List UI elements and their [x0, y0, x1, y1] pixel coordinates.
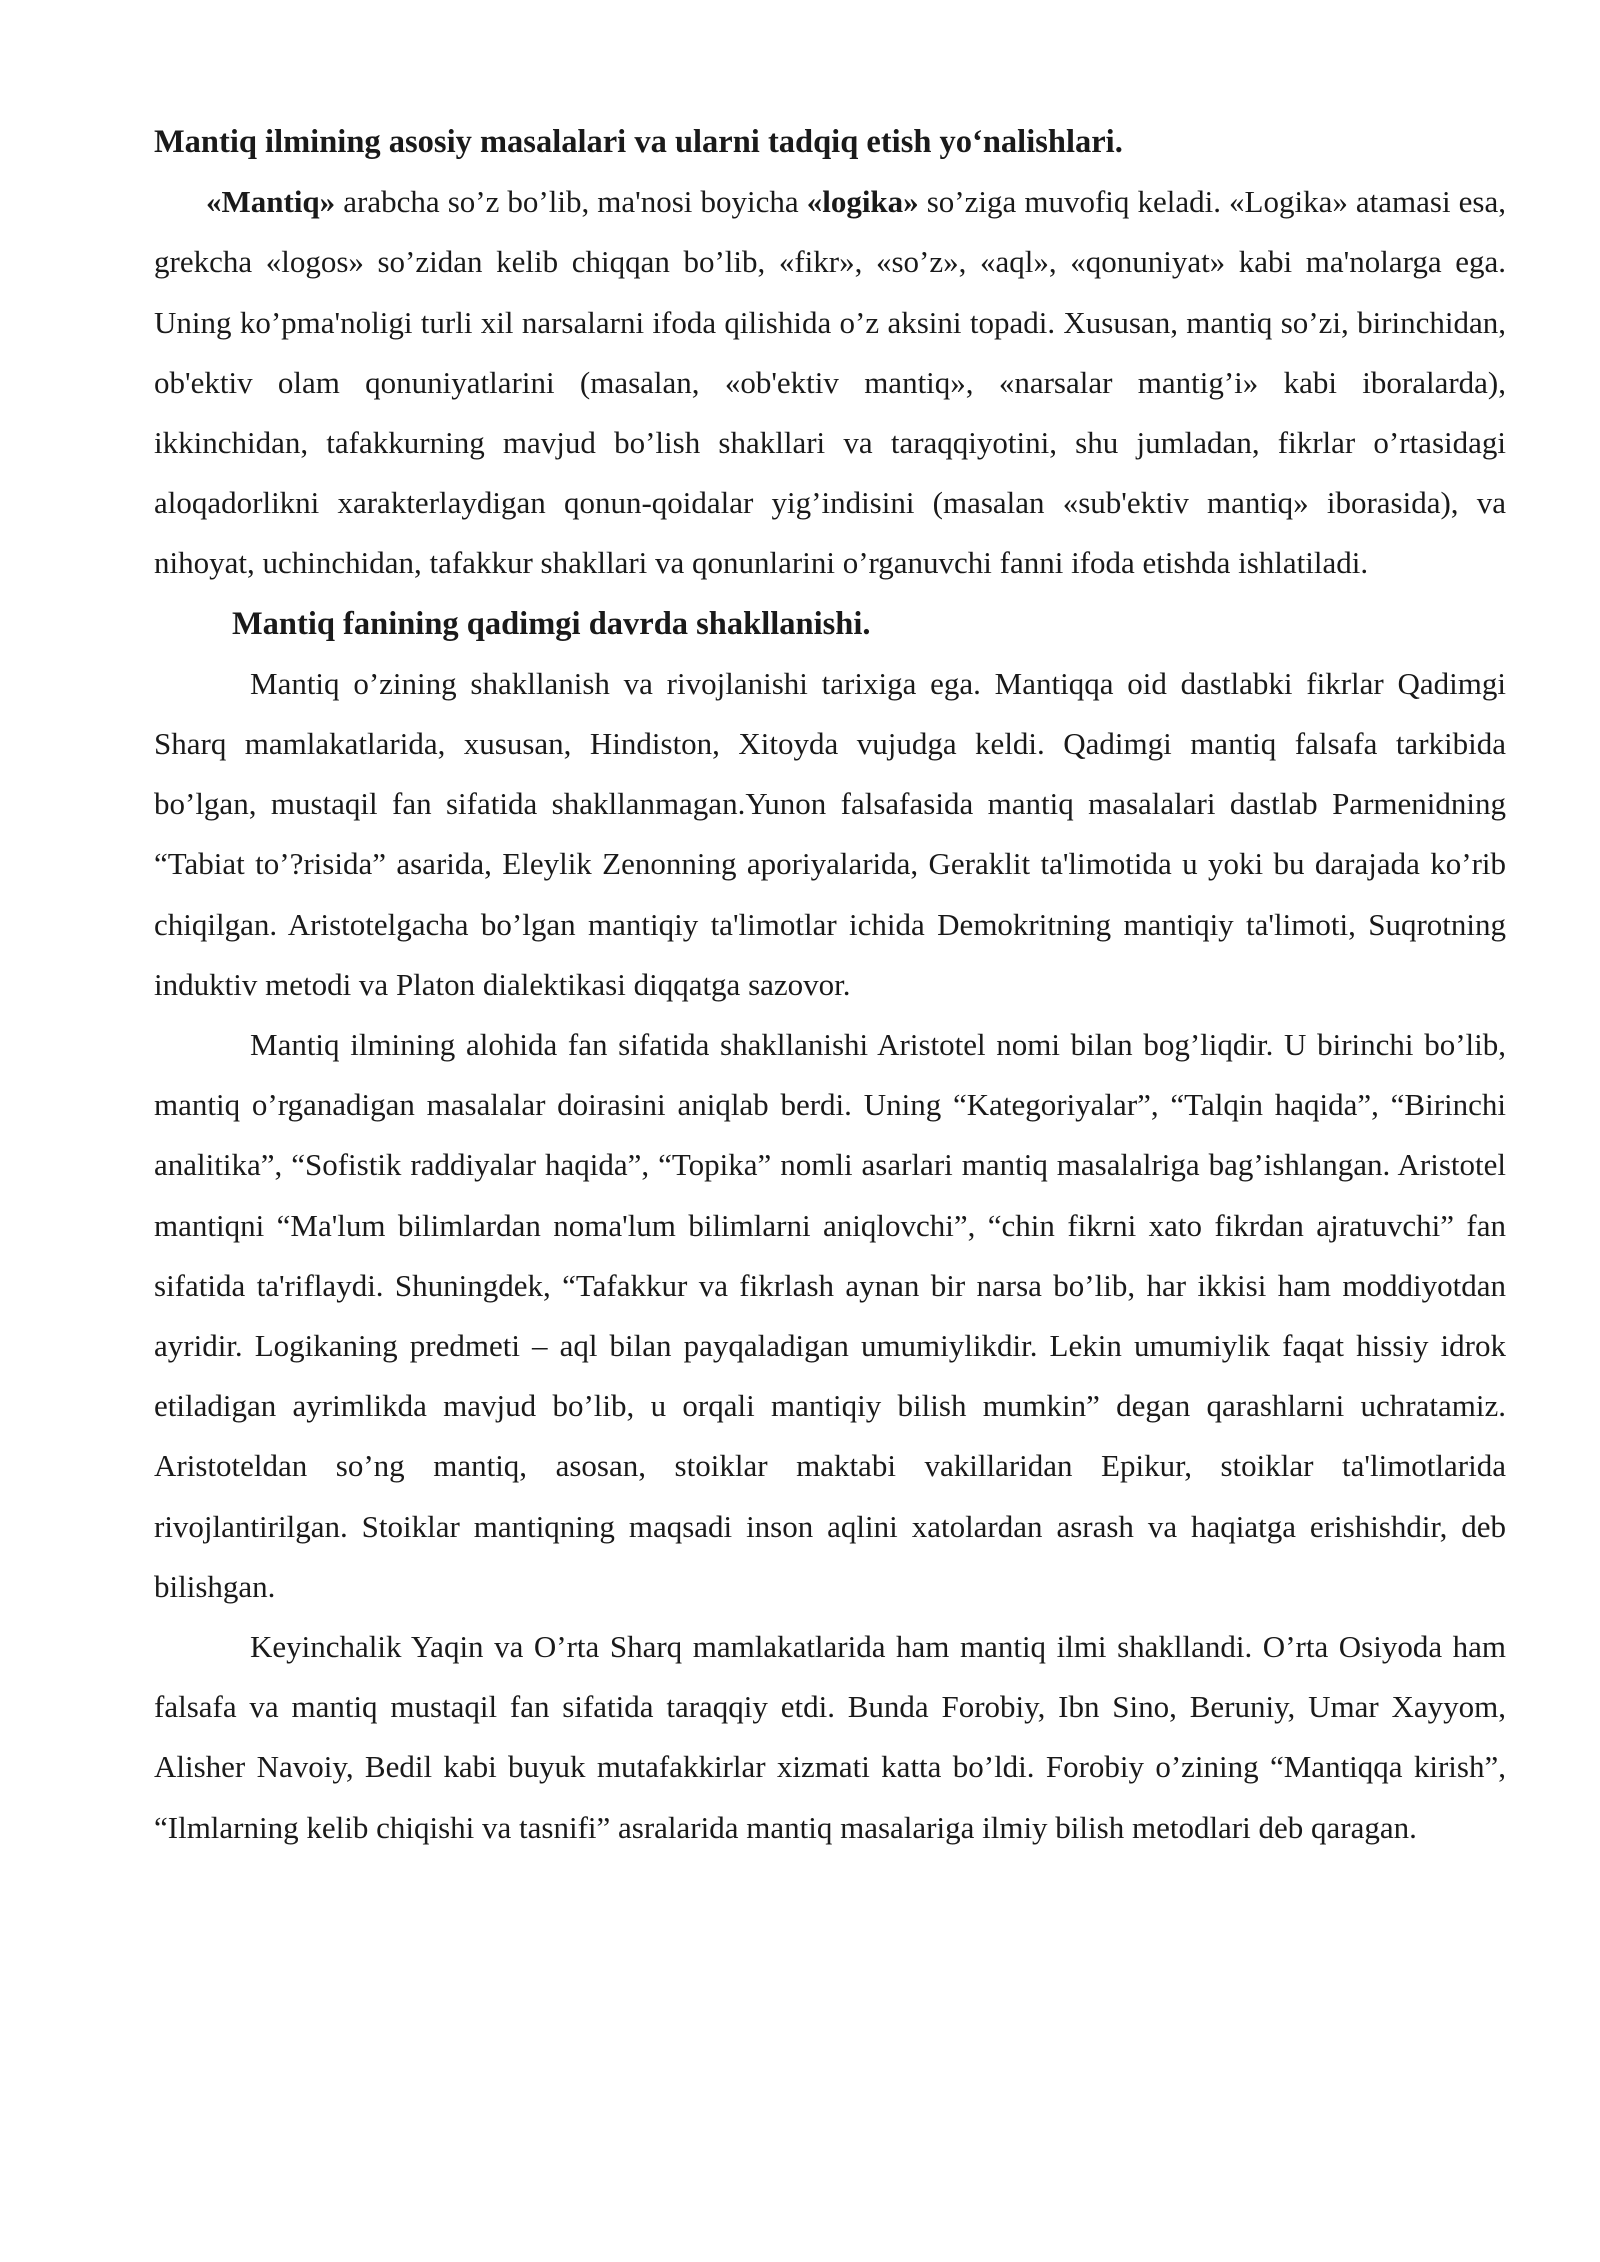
term-mantiq: «Mantiq»: [206, 184, 336, 220]
document-title: Mantiq ilmining asosiy masalalari va ularni tadqiq etish yo‘nalishlari.: [154, 124, 1123, 160]
paragraph-intro-text-1: arabcha so’z bo’lib, ma'nosi boyicha: [335, 184, 807, 220]
document-page: [154, 112, 1506, 1858]
paragraph-aristotle: Mantiq ilmining alohida fan sifatida shakllanishi Aristotel nomi bilan bog’liqdir. U birinchi bo’lib, mantiq o’rganadigan masalalar doirasini aniqlab berdi. Uning “Kategoriyalar”, “Talqin haqida”, “Birinchi analitika”, “Sofistik raddiyalar haqida”, “Topika” nomli asarlari mantiq masalalriga bag’ishlangan. Aristotel mantiqni “Ma'lum bilimlardan noma'lum bilimlarni aniqlovchi”, “chin fikrni xato fikrdan ajratuvchi” fan sifatida ta'riflaydi. Shuningdek, “Tafakkur va fikrlash aynan bir narsa bo’lib, har ikkisi ham moddiyotdan ayridir. Logikaning predmeti – aql bilan payqaladigan umumiylikdir. Lekin umumiylik faqat hissiy idrok etiladigan ayrimlikda mavjud bo’lib, u orqali mantiqiy bilish mumkin” degan qarashlarni uchratamiz. Aristoteldan so’ng mantiq, asosan, stoiklar maktabi vakillaridan Epikur, stoiklar ta'limotlarida rivojlantirilgan. Stoiklar mantiqning maqsadi inson aqlini xatolardan asrash va haqiatga erishishdir, deb bilishgan.: [154, 1027, 1506, 1604]
paragraph-east: Keyinchalik Yaqin va O’rta Sharq mamlakatlarida ham mantiq ilmi shakllandi. O’rta Osiyoda ham falsafa va mantiq mustaqil fan sifatida taraqqiy etdi. Bunda Forobiy, Ibn Sino, Beruniy, Umar Xayyom, Alisher Navoiy, Bedil kabi buyuk mutafakkirlar xizmati katta bo’ldi. Forobiy o’zining “Mantiqqa kirish”, “Ilmlarning kelib chiqishi va tasnifi” asralarida mantiq masalariga ilmiy bilish metodlari deb qaragan.: [154, 1629, 1506, 1845]
paragraph-intro: [154, 172, 1506, 593]
section-subtitle: Mantiq fanining qadimgi davrda shakllanishi.: [232, 605, 871, 642]
paragraph-intro-text-2: so’ziga muvofiq keladi. «Logika» atamasi esa, grekcha «logos» so’zidan kelib chiqqan bo’lib, «fikr», «so’z», «aql», «qonuniyat» kabi ma'nolarga ega. Uning ko’pma'noligi turli xil narsalarni ifoda qilishida o’z aksini topadi. Xususan, mantiq so’zi, birinchidan, ob'ektiv olam qonuniyatlarini (masalan, «ob'ektiv mantiq», «narsalar mantig’i» kabi iboralarda), ikkinchidan, tafakkurning mavjud bo’lish shakllari va taraqqiyotini, shu jumladan, fikrlar o’rtasidagi aloqadorlikni xarakterlaydigan qonun-qoidalar yig’indisini (masalan «sub'ektiv mantiq» iborasida), va nihoyat, uchinchidan, tafakkur shakllari va qonunlarini o’rganuvchi fanni ifoda etishda ishlatiladi.: [154, 184, 1506, 581]
term-logika: «logika»: [806, 184, 919, 220]
paragraph-ancient-origins: Mantiq o’zining shakllanish va rivojlanishi tarixiga ega. Mantiqqa oid dastlabki fikrlar Qadimgi Sharq mamlakatlarida, xususan, Hindiston, Xitoyda vujudga keldi. Qadimgi mantiq falsafa tarkibida bo’lgan, mustaqil fan sifatida shakllanmagan.Yunon falsafasida mantiq masalalari dastlab Parmenidning “Tabiat to’?risida” asarida, Eleylik Zenonning aporiyalarida, Geraklit ta'limotida u yoki bu darajada ko’rib chiqilgan. Aristotelgacha bo’lgan mantiqiy ta'limotlar ichida Demokritning mantiqiy ta'limoti, Suqrotning induktiv metodi va Platon dialektikasi diqqatga sazovor.: [154, 665, 1506, 1002]
